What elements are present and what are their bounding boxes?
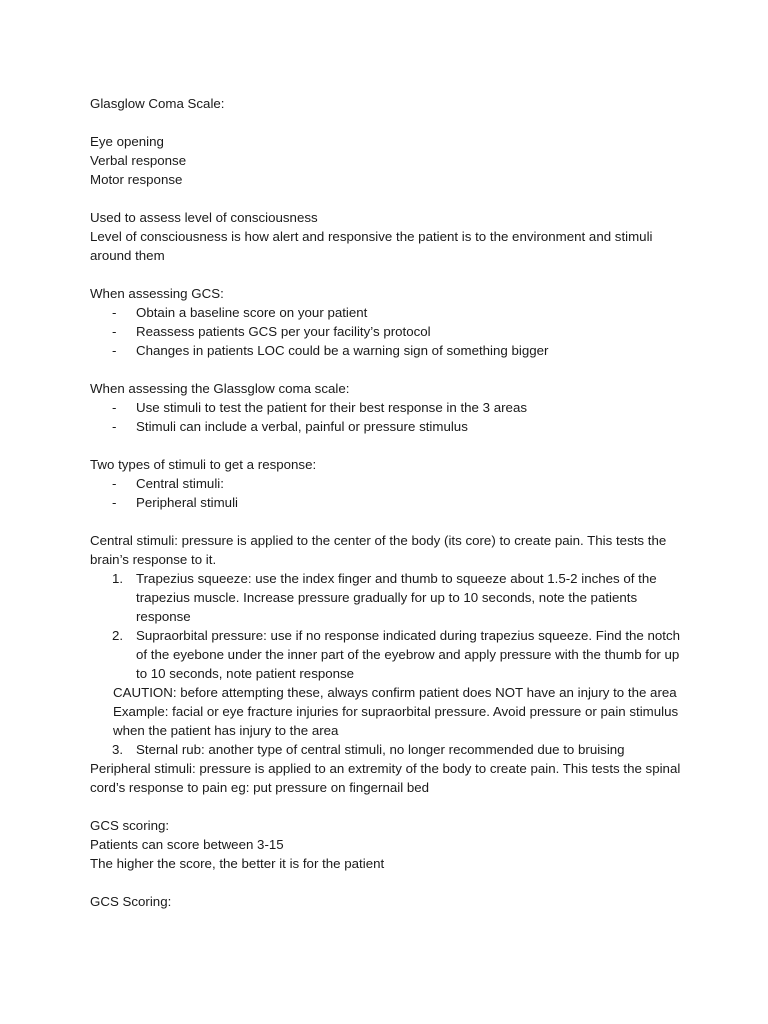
dash-marker: - bbox=[112, 419, 117, 434]
list-item: - Changes in patients LOC could be a warning sign of something bigger bbox=[112, 343, 549, 358]
peripheral-description: Peripheral stimuli: pressure is applied to an extremity of the body to create pain. This tests the spinal cord’s response to pain eg: put pressure on fingernail bed bbox=[90, 761, 681, 795]
numbered-item: 3. Sternal rub: another type of central stimuli, no longer recommended due to bruising bbox=[112, 742, 625, 757]
component-verbal: Verbal response bbox=[90, 153, 187, 168]
list-item: - Reassess patients GCS per your facility’s protocol bbox=[112, 324, 431, 339]
scoring-range: Patients can score between 3-15 bbox=[90, 837, 284, 852]
spacer bbox=[90, 436, 690, 455]
assessing-scale-heading: When assessing the Glassglow coma scale: bbox=[90, 381, 350, 396]
dash-marker: - bbox=[112, 476, 117, 491]
purpose-line-1: Used to assess level of consciousness bbox=[90, 210, 318, 225]
spacer bbox=[90, 512, 690, 531]
component-motor: Motor response bbox=[90, 172, 183, 187]
stimuli-types-heading: Two types of stimuli to get a response: bbox=[90, 457, 317, 472]
dash-marker: - bbox=[112, 400, 117, 415]
numbered-item: 1. Trapezius squeeze: use the index finger and thumb to squeeze about 1.5-2 inches of the trapezius muscle. Increase pressure gradually for up to 10 seconds, note the patients response bbox=[112, 571, 657, 624]
central-intro: Central stimuli: pressure is applied to the center of the body (its core) to create pain. This tests the brain’s response to it. bbox=[90, 533, 667, 567]
assessing-gcs-heading: When assessing GCS: bbox=[90, 286, 224, 301]
scoring-note: The higher the score, the better it is for the patient bbox=[90, 856, 385, 871]
spacer bbox=[90, 873, 690, 892]
list-item: - Use stimuli to test the patient for their best response in the 3 areas bbox=[112, 400, 527, 415]
list-item: - Peripheral stimuli bbox=[112, 495, 238, 510]
list-item: - Stimuli can include a verbal, painful or pressure stimulus bbox=[112, 419, 468, 434]
dash-marker: - bbox=[112, 305, 117, 320]
caution-note: CAUTION: before attempting these, always confirm patient does NOT have an injury to the area bbox=[113, 685, 677, 700]
document-body bbox=[90, 94, 690, 911]
component-eye: Eye opening bbox=[90, 134, 164, 149]
numbered-item: 2. Supraorbital pressure: use if no response indicated during trapezius squeeze. Find the notch of the eyebone under the inner part of the eyebrow and apply pressure with the thumb for up to 10 seconds, note patient response bbox=[112, 628, 681, 681]
spacer bbox=[90, 265, 690, 284]
scoring-heading-2: GCS Scoring: bbox=[90, 894, 172, 909]
page-title: Glasglow Coma Scale: bbox=[90, 96, 225, 111]
example-note: Example: facial or eye fracture injuries for supraorbital pressure. Avoid pressure or pain stimulus when the patient has injury to the area bbox=[113, 704, 679, 738]
spacer bbox=[90, 797, 690, 816]
scoring-heading: GCS scoring: bbox=[90, 818, 170, 833]
purpose-line-2: Level of consciousness is how alert and responsive the patient is to the environment and stimuli around them bbox=[90, 229, 653, 263]
dash-marker: - bbox=[112, 343, 117, 358]
dash-marker: - bbox=[112, 324, 117, 339]
spacer bbox=[90, 113, 690, 132]
dash-marker: - bbox=[112, 495, 117, 510]
spacer bbox=[90, 360, 690, 379]
list-item: - Obtain a baseline score on your patient bbox=[112, 305, 368, 320]
spacer bbox=[90, 189, 690, 208]
list-item: - Central stimuli: bbox=[112, 476, 224, 491]
